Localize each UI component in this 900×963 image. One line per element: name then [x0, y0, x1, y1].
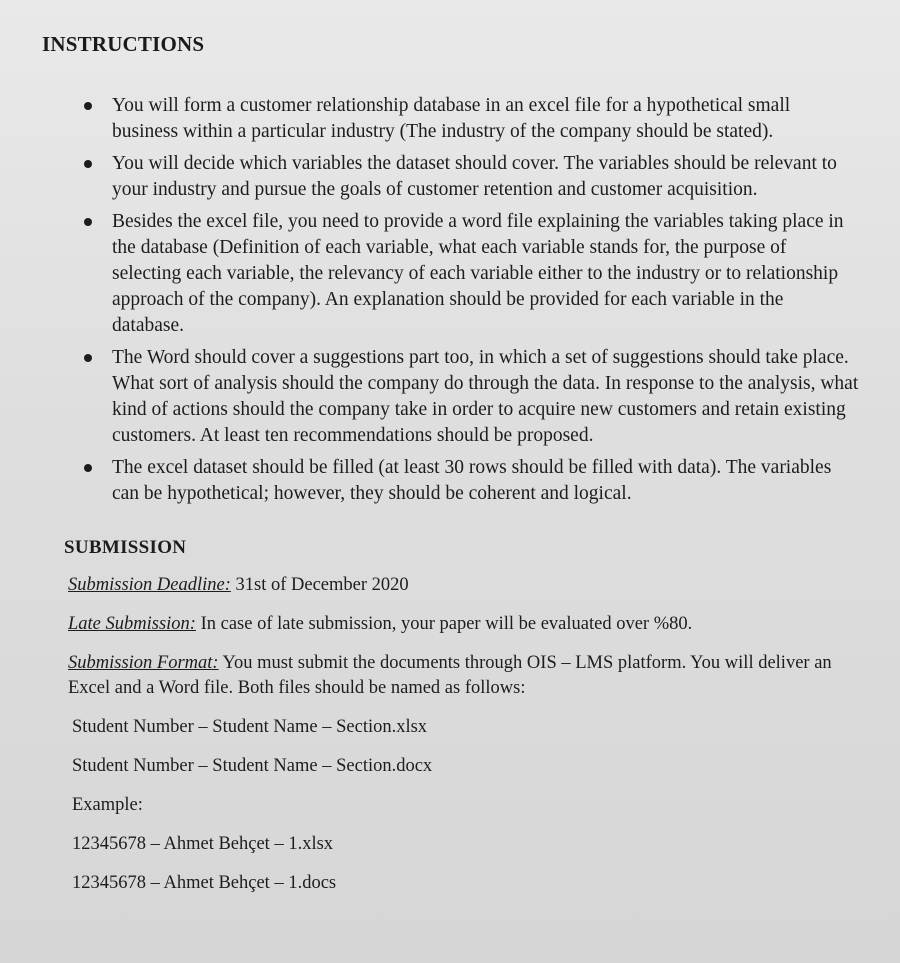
- list-item: [80, 209, 860, 339]
- instructions-heading: INSTRUCTIONS: [42, 32, 205, 56]
- submission-deadline: [68, 573, 860, 598]
- bullet-icon: [84, 218, 92, 226]
- filename-xlsx: Student Number – Student Name – Section.xlsx: [72, 717, 428, 737]
- list-item-text: The Word should cover a suggestions part too, in which a set of suggestions should take place. What sort of analysis should the company do through the data. In response to the analysis, what kind of actions should the company take in order to acquire new customers and retain existing customers. At least ten recommendations should be proposed.: [112, 347, 859, 446]
- filename-docx: Student Number – Student Name – Section.docx: [72, 756, 433, 776]
- late-text: In case of late submission, your paper will be evaluated over %80.: [195, 614, 693, 634]
- late-submission: [68, 612, 860, 637]
- list-item-text: You will form a customer relationship database in an excel file for a hypothetical small business within a particular industry (The industry of the company should be stated).: [112, 95, 791, 142]
- example-label: Example:: [72, 795, 143, 815]
- example-docs: 12345678 – Ahmet Behçet – 1.docs: [72, 873, 337, 893]
- example-xlsx: 12345678 – Ahmet Behçet – 1.xlsx: [72, 834, 334, 854]
- format-text: You must submit the documents through OIS – LMS platform. You will deliver an Excel and a Word file. Both files should be named as follows:: [68, 653, 832, 698]
- list-item: [80, 93, 860, 145]
- late-label: Late Submission:: [68, 614, 196, 634]
- list-item: [80, 455, 860, 507]
- list-item-text: The excel dataset should be filled (at least 30 rows should be filled with data). The variables can be hypothetical; however, they should be coherent and logical.: [112, 457, 832, 504]
- submission-section: [68, 573, 860, 896]
- list-item-text: You will decide which variables the dataset should cover. The variables should be relevant to your industry and pursue the goals of customer retention and customer acquisition.: [112, 153, 837, 200]
- submission-format: [68, 651, 860, 701]
- submission-heading: SUBMISSION: [64, 537, 187, 558]
- instructions-list: [42, 93, 860, 507]
- list-item: [80, 151, 860, 203]
- deadline-text: 31st of December 2020: [230, 575, 409, 595]
- bullet-icon: [84, 354, 92, 362]
- list-item-text: Besides the excel file, you need to provide a word file explaining the variables taking place in the database (Definition of each variable, what each variable stands for, the purpose of selecting each variable, the relevancy of each variable either to the industry or to relationship approach of the company). An explanation should be provided for each variable in the database.: [112, 211, 844, 336]
- bullet-icon: [84, 160, 92, 168]
- list-item: [80, 345, 860, 449]
- deadline-label: Submission Deadline:: [68, 575, 231, 595]
- format-label: Submission Format:: [68, 653, 219, 673]
- bullet-icon: [84, 102, 92, 110]
- bullet-icon: [84, 464, 92, 472]
